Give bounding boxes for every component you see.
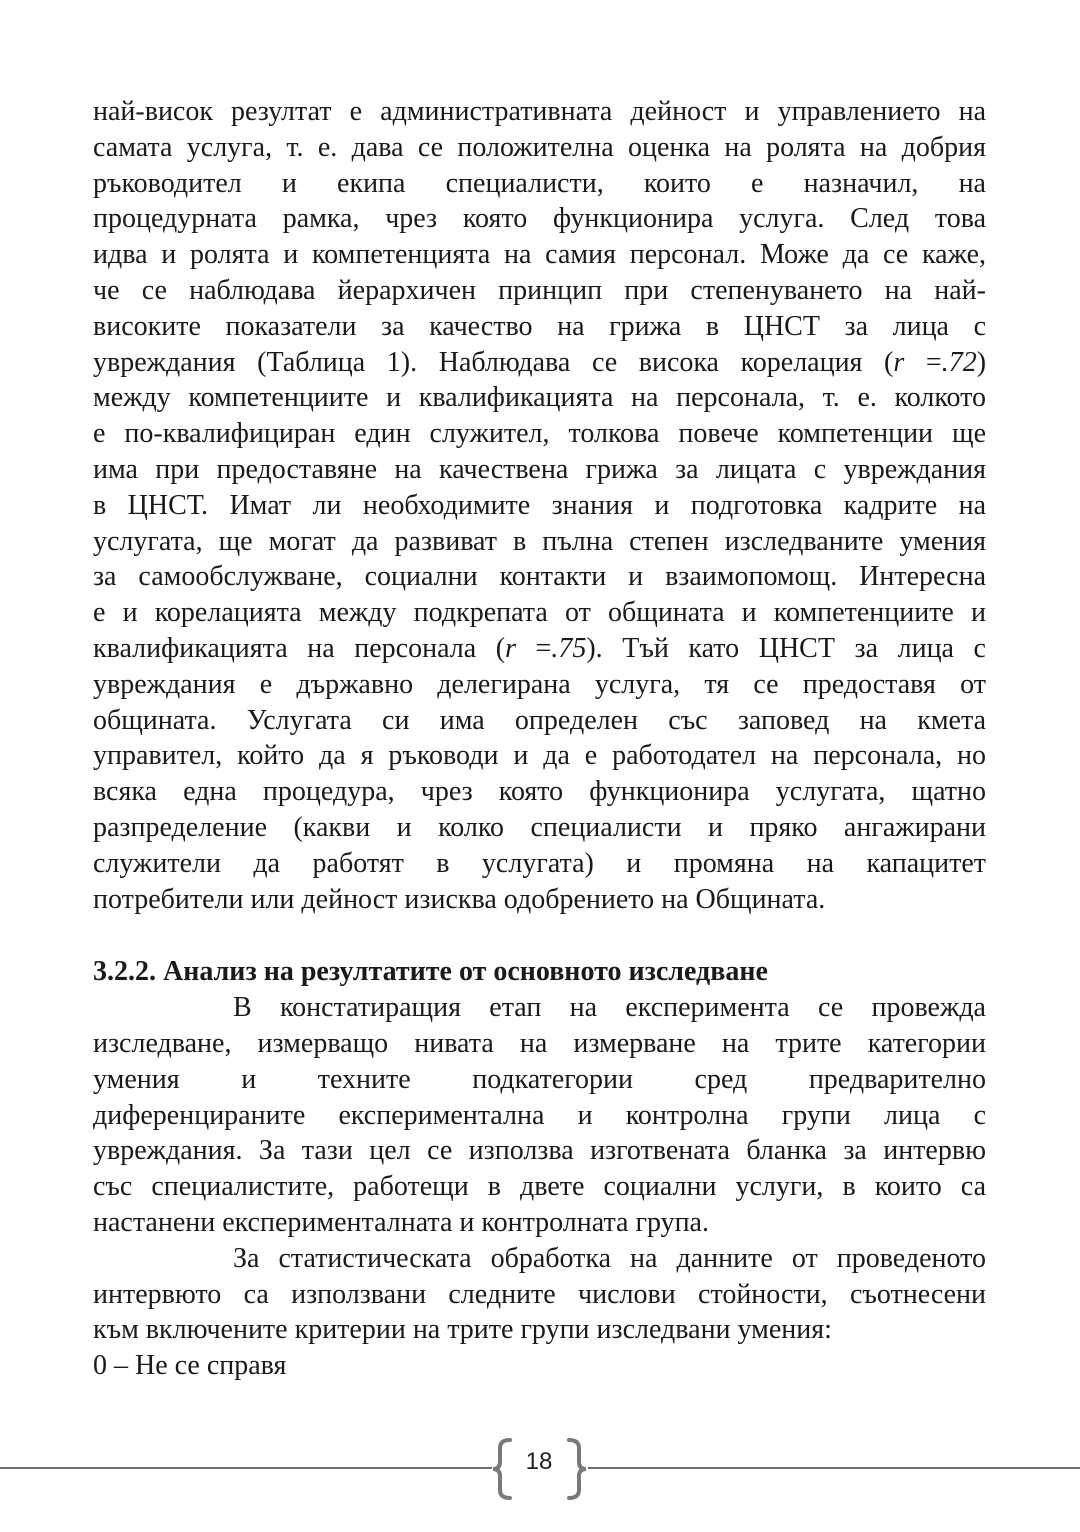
footer-rule bbox=[588, 1467, 1080, 1469]
body-line: потребители или дейност изисква одобрението на Общината. bbox=[93, 883, 826, 915]
body-line: има при предоставяне на качествена грижа за лицата с увреждания bbox=[93, 453, 986, 485]
body-line: управител, който да я ръководи и да е работодател на персонала, но bbox=[93, 740, 986, 772]
body-line: идва и ролята и компетенцията на самия персонал. Може да се каже, bbox=[93, 239, 986, 271]
document-body bbox=[93, 94, 986, 1384]
body-line: интервюто са използвани следните числови стойности, съотнесени bbox=[93, 1278, 986, 1310]
body-line: умения и техните подкатегории сред предварително bbox=[93, 1063, 986, 1095]
body-line: увреждания. За тази цел се използва изготвената бланка за интервю bbox=[93, 1135, 986, 1167]
body-line: служители да работят в услугата) и промяна на капацитет bbox=[93, 847, 986, 879]
body-line: високите показатели за качество на грижа в ЦНСТ за лица с bbox=[93, 310, 986, 342]
text: увреждания (Таблица 1). Наблюдава се висока корелация ( bbox=[93, 346, 894, 378]
body-line: за самообслужване, социални контакти и взаимопомощ. Интересна bbox=[93, 561, 986, 593]
text: квалификацията на персонала ( bbox=[93, 632, 506, 664]
correlation-line bbox=[93, 631, 986, 667]
left-brace-icon bbox=[490, 1438, 514, 1500]
text: ). Тъй като ЦНСТ за лица с bbox=[586, 632, 986, 664]
body-line: е по-квалифициран един служител, толкова повече компетенции ще bbox=[93, 418, 986, 450]
body-line: най-висок резултат е административната дейност и управлението на bbox=[93, 96, 986, 127]
body-line: разпределение (какви и колко специалисти и пряко ангажирани bbox=[93, 811, 986, 843]
equals: = bbox=[515, 632, 552, 664]
body-line: В констатиращия етап на експеримента се провежда bbox=[233, 992, 986, 1024]
correlation-symbol: r bbox=[893, 346, 905, 378]
body-line: За статистическата обработка на данните от проведеното bbox=[233, 1242, 986, 1274]
body-line: със специалистите, работещи в двете социални услуги, в които са bbox=[93, 1171, 986, 1203]
correlation-line bbox=[93, 345, 986, 381]
body-line: между компетенциите и квалификацията на персонала, т. е. колкото bbox=[93, 382, 986, 414]
body-line: изследване, измерващо нивата на измерване на трите категории bbox=[93, 1027, 986, 1059]
body-line: общината. Услугата си има определен със заповед на кмета bbox=[93, 704, 986, 736]
body-line: настанени експерименталната и контролната група. bbox=[93, 1206, 709, 1238]
body-line: че се наблюдава йерархичен принцип при степенуването на най- bbox=[93, 274, 986, 306]
body-line: към включените критерии на трите групи изследвани умения: bbox=[93, 1314, 832, 1346]
equals: = bbox=[904, 346, 942, 378]
footer-rule bbox=[0, 1467, 492, 1469]
body-line: самата услуга, т. е. дава се положителна оценка на ролята на добрия bbox=[93, 131, 986, 163]
list-item: 0 – Не се справя bbox=[93, 1350, 287, 1382]
body-line: процедурната рамка, чрез която функционира услуга. След това bbox=[93, 203, 986, 235]
body-line: услугата, ще могат да развиват в пълна степен изследваните умения bbox=[93, 525, 986, 557]
section-heading: 3.2.2. Анализ на резултатите от основното изследване bbox=[93, 956, 768, 988]
body-line: увреждания е държавно делегирана услуга, тя се предоставя от bbox=[93, 668, 986, 700]
body-line: ръководител и екипа специалисти, които е назначил, на bbox=[93, 167, 986, 199]
body-line: е и корелацията между подкрепата от общината и компетенциите и bbox=[93, 597, 986, 629]
text: ) bbox=[976, 346, 986, 378]
correlation-symbol: r bbox=[505, 632, 516, 664]
correlation-value: .75 bbox=[551, 632, 587, 664]
correlation-value: .72 bbox=[941, 346, 977, 378]
body-line: всяка една процедура, чрез която функционира услугата, щатно bbox=[93, 776, 986, 808]
body-line: диференцираните експериментална и контролна групи лица с bbox=[93, 1099, 986, 1131]
body-line: в ЦНСТ. Имат ли необходимите знания и подготовка кадрите на bbox=[93, 489, 986, 521]
page-number: 18 bbox=[525, 1448, 553, 1475]
right-brace-icon bbox=[565, 1438, 589, 1500]
